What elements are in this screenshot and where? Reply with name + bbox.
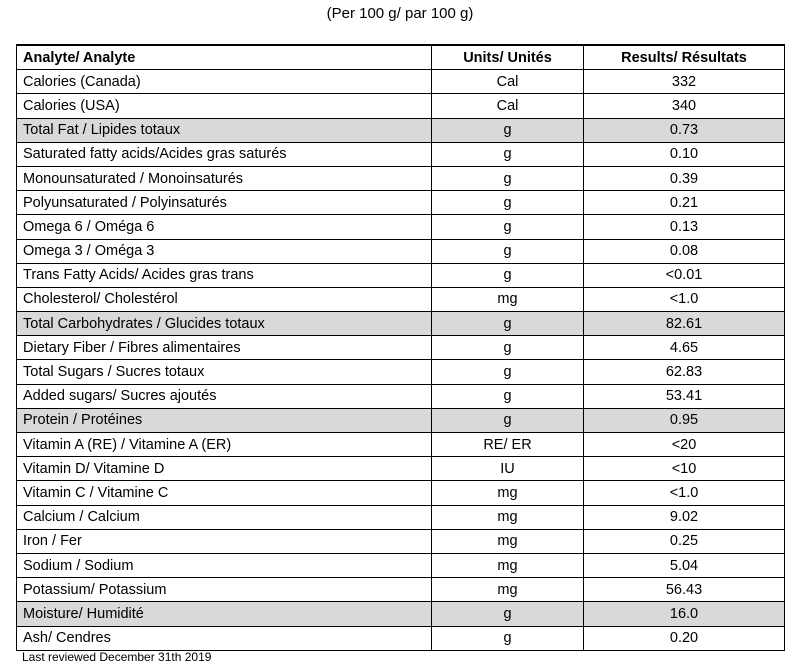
result-cell: 62.83 xyxy=(584,360,785,384)
analyte-cell: Sodium / Sodium xyxy=(17,553,432,577)
units-cell: mg xyxy=(432,505,584,529)
table-caption: (Per 100 g/ par 100 g) xyxy=(326,5,474,22)
table-row xyxy=(17,142,785,166)
analyte-cell: Dietary Fiber / Fibres alimentaires xyxy=(17,336,432,360)
result-cell: 0.21 xyxy=(584,191,785,215)
analyte-cell: Omega 6 / Oméga 6 xyxy=(17,215,432,239)
table-row xyxy=(17,118,785,142)
result-cell: 16.0 xyxy=(584,602,785,626)
header-analyte: Analyte/ Analyte xyxy=(17,45,432,70)
units-cell: IU xyxy=(432,457,584,481)
units-cell: g xyxy=(432,191,584,215)
analyte-cell: Calories (Canada) xyxy=(17,70,432,94)
result-cell: 332 xyxy=(584,70,785,94)
analyte-cell: Added sugars/ Sucres ajoutés xyxy=(17,384,432,408)
table-row xyxy=(17,529,785,553)
units-cell: g xyxy=(432,408,584,432)
table-row xyxy=(17,239,785,263)
result-cell: 340 xyxy=(584,94,785,118)
table-row xyxy=(17,94,785,118)
table-row xyxy=(17,336,785,360)
result-cell: 0.20 xyxy=(584,626,785,650)
units-cell: mg xyxy=(432,481,584,505)
table-row xyxy=(17,287,785,311)
units-cell: g xyxy=(432,626,584,650)
table-row xyxy=(17,70,785,94)
table-row xyxy=(17,191,785,215)
table-row xyxy=(17,457,785,481)
result-cell: <0.01 xyxy=(584,263,785,287)
units-cell: Cal xyxy=(432,70,584,94)
analyte-cell: Calories (USA) xyxy=(17,94,432,118)
result-cell: 0.10 xyxy=(584,142,785,166)
result-cell: <10 xyxy=(584,457,785,481)
result-cell: <1.0 xyxy=(584,481,785,505)
analyte-cell: Polyunsaturated / Polyinsaturés xyxy=(17,191,432,215)
units-cell: g xyxy=(432,312,584,336)
table-row xyxy=(17,408,785,432)
header-results: Results/ Résultats xyxy=(584,45,785,70)
result-cell: 9.02 xyxy=(584,505,785,529)
header-units: Units/ Unités xyxy=(432,45,584,70)
result-cell: 56.43 xyxy=(584,578,785,602)
result-cell: 5.04 xyxy=(584,553,785,577)
analyte-cell: Vitamin A (RE) / Vitamine A (ER) xyxy=(17,433,432,457)
units-cell: g xyxy=(432,336,584,360)
result-cell: 0.25 xyxy=(584,529,785,553)
result-cell: 0.08 xyxy=(584,239,785,263)
units-cell: g xyxy=(432,215,584,239)
analyte-cell: Vitamin D/ Vitamine D xyxy=(17,457,432,481)
analyte-cell: Ash/ Cendres xyxy=(17,626,432,650)
units-cell: mg xyxy=(432,553,584,577)
units-cell: g xyxy=(432,384,584,408)
result-cell: <1.0 xyxy=(584,287,785,311)
analyte-cell: Total Sugars / Sucres totaux xyxy=(17,360,432,384)
units-cell: g xyxy=(432,239,584,263)
analyte-cell: Moisture/ Humidité xyxy=(17,602,432,626)
table-row xyxy=(17,602,785,626)
nutrition-table xyxy=(16,44,785,651)
analyte-cell: Potassium/ Potassium xyxy=(17,578,432,602)
result-cell: 0.13 xyxy=(584,215,785,239)
units-cell: g xyxy=(432,360,584,384)
table-row xyxy=(17,263,785,287)
units-cell: Cal xyxy=(432,94,584,118)
units-cell: mg xyxy=(432,529,584,553)
units-cell: g xyxy=(432,142,584,166)
units-cell: g xyxy=(432,118,584,142)
analyte-cell: Protein / Protéines xyxy=(17,408,432,432)
units-cell: RE/ ER xyxy=(432,433,584,457)
result-cell: 82.61 xyxy=(584,312,785,336)
result-cell: <20 xyxy=(584,433,785,457)
analyte-cell: Total Carbohydrates / Glucides totaux xyxy=(17,312,432,336)
table-header-row xyxy=(17,45,785,70)
result-cell: 0.73 xyxy=(584,118,785,142)
analyte-cell: Saturated fatty acids/Acides gras saturés xyxy=(17,142,432,166)
result-cell: 4.65 xyxy=(584,336,785,360)
table-row xyxy=(17,360,785,384)
analyte-cell: Cholesterol/ Cholestérol xyxy=(17,287,432,311)
analyte-cell: Iron / Fer xyxy=(17,529,432,553)
table-row xyxy=(17,433,785,457)
units-cell: mg xyxy=(432,578,584,602)
table-row xyxy=(17,553,785,577)
analyte-cell: Omega 3 / Oméga 3 xyxy=(17,239,432,263)
units-cell: g xyxy=(432,166,584,190)
analyte-cell: Calcium / Calcium xyxy=(17,505,432,529)
units-cell: g xyxy=(432,602,584,626)
table-row xyxy=(17,505,785,529)
table-row xyxy=(17,215,785,239)
analyte-cell: Total Fat / Lipides totaux xyxy=(17,118,432,142)
table-row xyxy=(17,166,785,190)
result-cell: 53.41 xyxy=(584,384,785,408)
units-cell: mg xyxy=(432,287,584,311)
table-row xyxy=(17,384,785,408)
footer-note: Last reviewed December 31th 2019 xyxy=(22,650,212,664)
result-cell: 0.95 xyxy=(584,408,785,432)
result-cell: 0.39 xyxy=(584,166,785,190)
analyte-cell: Trans Fatty Acids/ Acides gras trans xyxy=(17,263,432,287)
table-row xyxy=(17,312,785,336)
analyte-cell: Vitamin C / Vitamine C xyxy=(17,481,432,505)
table-row xyxy=(17,481,785,505)
units-cell: g xyxy=(432,263,584,287)
table-row xyxy=(17,578,785,602)
table-row xyxy=(17,626,785,650)
analyte-cell: Monounsaturated / Monoinsaturés xyxy=(17,166,432,190)
